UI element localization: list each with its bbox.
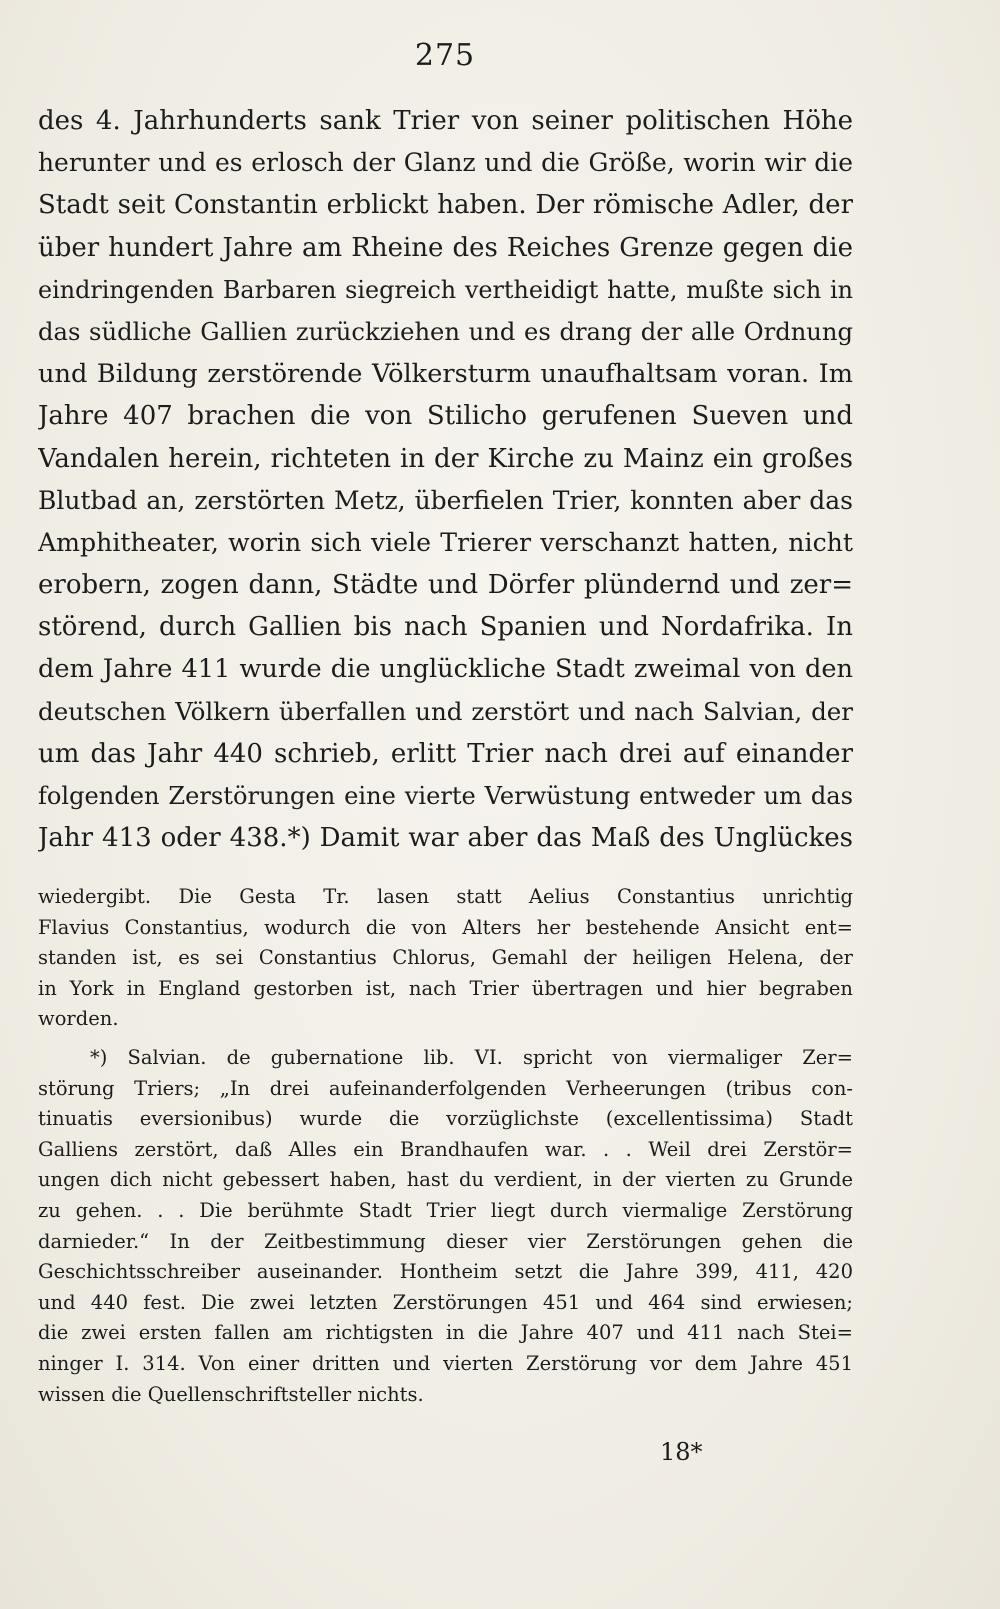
text-line: des 4. Jahrhunderts sank Trier von seiner politischen Höhe [38,106,853,136]
footnote-line: wiedergibt. Die Gesta Tr. lasen statt Aelius Constantius unrichtig [38,885,853,908]
footnote-gap [38,1035,853,1043]
footnote-salvian [38,1043,853,1410]
footnote-line: Galliens zerstört, daß Alles ein Brandhaufen war. . . Weil drei Zerstör= [38,1137,853,1161]
footnote-line: standen ist, es sei Constantius Chlorus, Gemahl der heiligen Helena, der [38,946,853,970]
text-line: über hundert Jahre am Rheine des Reiches Grenze gegen die [38,232,853,263]
text-line: Amphitheater, worin sich viele Trierer verschanzt hatten, nicht [38,527,853,557]
text-line: Jahre 407 brachen die von Stilicho gerufenen Sueven und [38,401,853,432]
footnote-line: zu gehen. . . Die berühmte Stadt Trier liegt durch viermalige Zerstörung [38,1198,853,1222]
footnote-line: worden. [38,1007,119,1031]
text-line: eindringenden Barbaren siegreich vertheidigt hatte, mußte sich in [38,275,853,304]
signature-mark: 18* [660,1438,703,1466]
text-line: um das Jahr 440 schrieb, erlitt Trier nach drei auf einander [38,738,853,769]
text-line: deutschen Völkern überfallen und zerstört und nach Salvian, der [38,696,853,726]
footnote-line: in York in England gestorben ist, nach Trier übertragen und hier begraben [38,976,853,1000]
footnote-line: *) Salvian. de gubernatione lib. VI. spricht von viermaliger Zer= [90,1045,853,1069]
main-text-block [38,100,853,859]
text-line: Stadt seit Constantin erblickt haben. Der römische Adler, der [38,190,853,221]
footnote-line: Geschichtsschreiber auseinander. Hontheim setzt die Jahre 399, 411, 420 [38,1260,853,1284]
footnote-line: und 440 fest. Die zwei letzten Zerstörungen 451 und 464 sind erwiesen; [38,1290,853,1314]
footnote-line: tinuatis eversionibus) wurde die vorzüglichste (excellentissima) Stadt [38,1107,853,1131]
footnotes-block [38,882,853,1410]
footnote-continued [38,882,853,1035]
footnote-line: ungen dich nicht gebessert haben, hast du verdient, in der vierten zu Grunde [38,1168,853,1192]
footnote-line: störung Triers; „In drei aufeinanderfolgenden Verheerungen (tribus con- [38,1076,853,1100]
page-number: 275 [414,38,476,73]
footnote-line: Flavius Constantius, wodurch die von Alters her bestehende Ansicht ent= [38,915,853,939]
footnote-line: darnieder.“ In der Zeitbestimmung dieser vier Zerstörungen gehen die [38,1229,853,1253]
text-line: dem Jahre 411 wurde die unglückliche Stadt zweimal von den [38,654,853,685]
text-line: störend, durch Gallien bis nach Spanien und Nordafrika. In [38,612,853,643]
footnote-line: ninger I. 314. Von einer dritten und vierten Zerstörung vor dem Jahre 451 [38,1351,853,1375]
footnote-line: wissen die Quellenschriftsteller nichts. [38,1382,424,1406]
text-line: erobern, zogen dann, Städte und Dörfer plündernd und zer= [38,570,853,601]
text-line: Vandalen herein, richteten in der Kirche zu Mainz ein großes [38,443,853,474]
text-line: Blutbad an, zerstörten Metz, überfielen Trier, konnten aber das [38,485,853,515]
text-line: und Bildung zerstörende Völkersturm unaufhaltsam voran. Im [38,359,853,390]
text-line: Jahr 413 oder 438.*) Damit war aber das Maß des Unglückes [38,823,853,854]
text-line: folgenden Zerstörungen eine vierte Verwüstung entweder um das [38,782,853,810]
text-line: das südliche Gallien zurückziehen und es drang der alle Ordnung [38,317,853,346]
footnote-line: die zwei ersten fallen am richtigsten in die Jahre 407 und 411 nach Stei= [38,1321,853,1345]
text-line: herunter und es erlosch der Glanz und die Größe, worin wir die [38,148,853,178]
